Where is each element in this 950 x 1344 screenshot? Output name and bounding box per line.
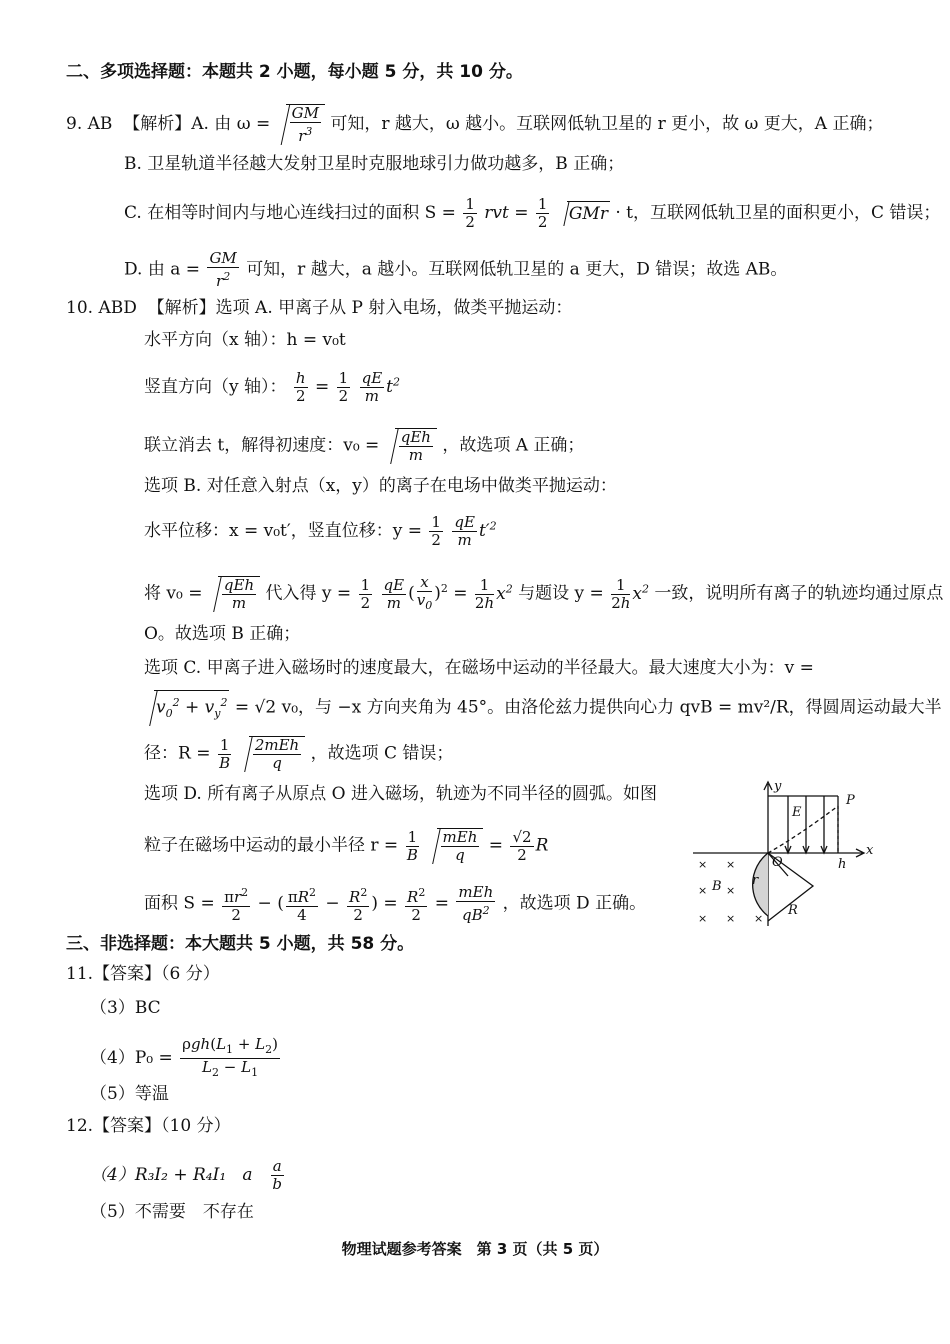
formula: $\frac{1}{2}$ — [537, 195, 548, 231]
svg-text:×: × — [726, 912, 736, 925]
section-2-heading: 二、多项选择题：本题共 2 小题，每小题 5 分，共 10 分。 — [66, 62, 523, 82]
q10-line-12: 选项 D. 所有离子从原点 O 进入磁场，轨迹为不同半径的圆弧。如图 — [144, 784, 657, 804]
q11-label: 11.【答案】（6 分） — [66, 964, 220, 984]
formula: $\frac{1}{2}$ — [465, 195, 475, 231]
svg-text:×: × — [726, 884, 736, 897]
q10-line-11 — [144, 736, 453, 772]
text: 【解析】选项 A. 甲离子从 P 射入电场，做类平抛运动： — [147, 298, 573, 318]
q10-line-1 — [66, 296, 572, 320]
text: 水平位移：x = v₀t′，竖直位移：y = — [144, 521, 423, 541]
text: ，故选项 D 正确。 — [502, 893, 647, 914]
q11-answer-3: （3）BC — [90, 998, 161, 1018]
formula: $\frac{qE}{m}$ — [383, 575, 405, 612]
text: 可知，r 越大，a 越小。互联网低轨卫星的 a 更大，D 错误；故选 AB。 — [246, 259, 788, 280]
svg-text:×: × — [726, 858, 736, 871]
formula: $\frac{\text{qEh}}{m}$ — [395, 428, 437, 464]
formula: $\frac{\text{qEh}}{m}$ — [218, 576, 260, 612]
q9-line-a — [66, 104, 883, 145]
q10-line-13: 粒子在磁场中运动的最小半径 r = $\frac{1}{B}$ $\frac{\text{mEh}}{q}$ = $\frac{√2}{2}$ R — [144, 827, 549, 864]
formula: $\frac{√2}{2}$ — [512, 827, 532, 864]
formula: $\frac{\text{mEh}}{q}$ — [437, 828, 484, 864]
text: 粒子在磁场中运动的最小半径 r = — [144, 835, 399, 856]
formula: $\frac{\rho gh(L_1 + L_2)}{L_2 - L_1}$ — [182, 1035, 278, 1079]
q9-line-d — [124, 250, 787, 290]
big-r-label: R — [788, 903, 798, 918]
axis-y-label: y — [774, 779, 782, 794]
axis-x-label: x — [866, 843, 874, 858]
q10-line-5: 选项 B. 对任意入射点（x，y）的离子在电场中做类平抛运动： — [144, 476, 617, 496]
q10-line-9: 选项 C. 甲离子进入磁场时的速度最大，在磁场中运动的半径最大。最大速度大小为：v = — [144, 658, 814, 678]
text: 面积 S = — [144, 893, 215, 914]
text: 与题设 y = — [518, 583, 604, 604]
formula: $\frac{qE}{m}$ — [454, 513, 475, 549]
formula: $\frac{GM}{r^2}$ — [209, 249, 237, 290]
formula: $\frac{1}{2}$ — [338, 369, 349, 405]
text: 将 v₀ = — [144, 583, 203, 604]
q10-line-2: 水平方向（x 轴）：h = v₀t — [144, 330, 346, 350]
text: 代入得 y = — [265, 583, 352, 604]
text: ，故选项 A 正确； — [442, 435, 585, 456]
text: · t，互联网低轨卫星的面积更小，C 错误； — [615, 203, 941, 223]
text: C. 在相等时间内与地心连线扫过的面积 S = — [124, 203, 456, 223]
text: = √2 v₀，与 −x 方向夹角为 45°。由洛伦兹力提供向心力 qvB = mv²/R，得圆周运动最大半 — [234, 697, 942, 718]
page-footer: 物理试题参考答案 第 3 页（共 5 页） — [341, 1240, 609, 1258]
formula: $\frac{1}{2}$ — [360, 575, 371, 612]
origin-label: O — [772, 855, 783, 870]
formula: $\frac{1}{B}$ — [219, 735, 231, 772]
formula: GMr — [567, 201, 610, 226]
text: （4）R₃I₂ + R₄I₁ — [90, 1165, 227, 1185]
q10-label: 10. ABD — [66, 298, 137, 318]
svg-text:×: × — [698, 858, 708, 871]
field-b-label: B — [712, 879, 722, 894]
q11-answer-4 — [90, 1036, 282, 1081]
q10-line-14: 面积 S = $\frac{\pi r^2}{2}$ − ( $\frac{\pi R^2}{4}$ − $\frac{R^2}{2}$ ) = $\frac{R^2}{2}$ = $\frac{\text{mEh}}{qB^2}$ ，故选项 D 正确。 — [144, 883, 647, 924]
text: rvt = — [484, 203, 529, 223]
q10-line-10 — [144, 690, 942, 726]
text: 径：R = — [144, 743, 211, 764]
formula: $\frac{a}{b}$ — [272, 1157, 283, 1193]
field-e-label: E — [792, 805, 802, 820]
formula: $\frac{\text{mEh}}{qB^2}$ — [458, 883, 494, 924]
field-diagram — [688, 776, 878, 936]
text: 联立消去 t，解得初速度：v₀ = — [144, 435, 380, 456]
svg-text:×: × — [754, 912, 764, 925]
formula: $v_0^2 + v_y^2$ — [154, 690, 229, 726]
formula: $\frac{h}{2}$ — [295, 369, 306, 405]
formula: $\frac{R^2}{2}$ — [407, 886, 426, 924]
formula: $\frac{1}{2h}$ — [611, 575, 631, 612]
text: 一致，说明所有离子的轨迹均通过原点 — [654, 583, 944, 604]
q9-line-c — [124, 196, 940, 231]
q12-answer-4 — [90, 1158, 286, 1193]
formula: $\frac{\text{2mEh}}{q}$ — [249, 736, 305, 772]
text: 【解析】A. 由 ω = — [123, 114, 271, 134]
r-label: r — [752, 873, 759, 888]
q10-line-6: 水平位移：x = v₀t′，竖直位移：y = $\frac{1}{2}$ $\frac{qE}{m}$ $t'^2$ — [144, 513, 497, 549]
q10-line-8: O。故选项 B 正确； — [144, 624, 301, 644]
formula: $\frac{1}{2}$ — [431, 513, 441, 549]
h-label: h — [838, 857, 847, 872]
point-p-label: P — [846, 793, 855, 808]
formula: $\frac{1}{B}$ — [406, 827, 418, 864]
text: ，故选项 C 错误； — [310, 743, 454, 764]
formula: $\frac{qE}{m}$ — [361, 369, 383, 405]
q12-label: 12.【答案】（10 分） — [66, 1116, 231, 1136]
q10-line-4 — [144, 428, 584, 464]
formula: $\frac{1}{2h}$ — [474, 575, 495, 612]
svg-text:×: × — [698, 912, 708, 925]
q11-answer-5: （5）等温 — [90, 1084, 169, 1104]
formula: $\frac{R^2}{2}$ — [349, 886, 368, 924]
q9-line-b: B. 卫星轨道半径越大发射卫星时克服地球引力做功越多，B 正确； — [124, 154, 625, 174]
formula: $\frac{GM}{r^3}$ — [286, 104, 325, 145]
formula: $\frac{\pi r^2}{2}$ — [224, 886, 249, 924]
q10-line-7: 将 v₀ = $\frac{\text{qEh}}{m}$ 代入得 y = $\frac{1}{2}$ $\frac{qE}{m}$ ( $\frac{x}{v_0}$ )$^2$ = $\frac{1}{2h}$ $x^2$ 与题设 y = $\frac{1}{2h}$ $x^2$ 一致，说明所有离子的轨迹均通过原点 — [144, 573, 944, 612]
q10-line-3: 竖直方向（y 轴）： $\frac{h}{2}$ = $\frac{1}{2}$ $\frac{qE}{m}$ $t^2$ — [144, 369, 401, 405]
text: 竖直方向（y 轴）： — [144, 377, 287, 397]
q12-answer-5: （5）不需要 不存在 — [90, 1202, 254, 1222]
section-3-heading: 三、非选择题：本大题共 5 小题，共 58 分。 — [66, 934, 415, 954]
svg-text:×: × — [698, 884, 708, 897]
formula: $\frac{\pi R^2}{4}$ — [287, 886, 316, 924]
q9-label: 9. AB — [66, 114, 113, 134]
text: a — [242, 1165, 253, 1185]
text: （4）P₀ = — [90, 1048, 173, 1068]
text: D. 由 a = — [124, 259, 201, 280]
text: 可知，r 越大，ω 越小。互联网低轨卫星的 r 更小，故 ω 更大，A 正确； — [330, 114, 884, 134]
